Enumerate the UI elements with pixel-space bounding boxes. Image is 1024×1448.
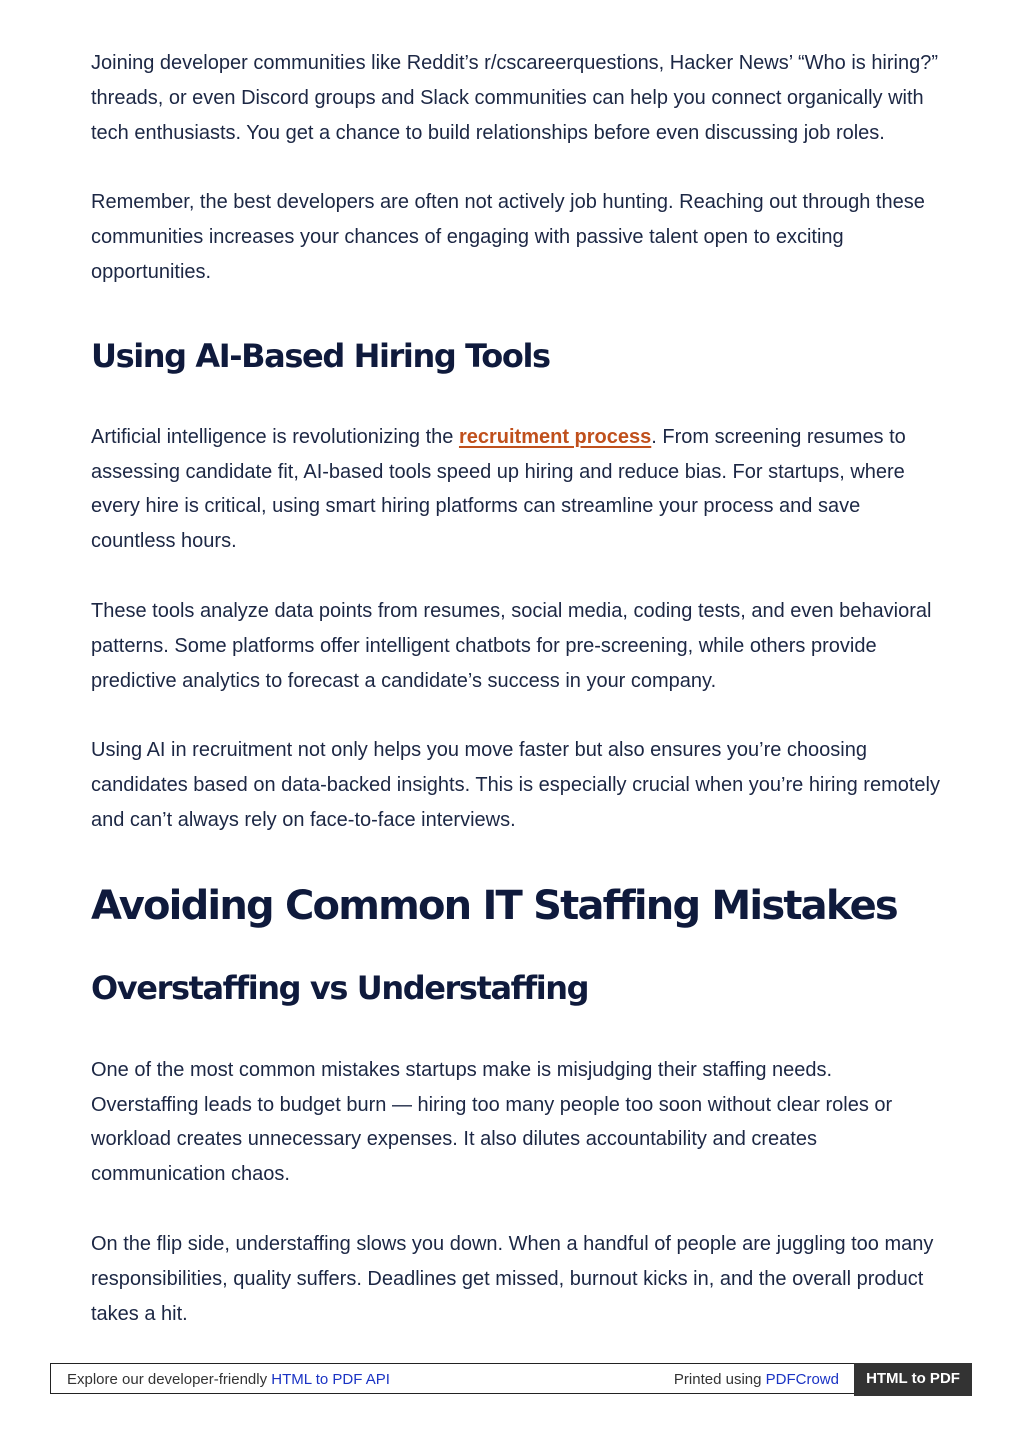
paragraph-ai-revolution-end: . From screening resumes to assessing candidate fit, AI-based tools speed up hiring and reduce bias. For startups, where every hire is critical, using smart hiring platforms can streamline your process and save countless hours.: [91, 425, 906, 553]
heading-overstaffing-understaffing: Overstaffing vs Understaffing: [91, 968, 589, 1007]
pdfcrowd-link[interactable]: PDFCrowd: [765, 1371, 839, 1388]
paragraph-overstaffing: One of the most common mistakes startups make is misjudging their staffing needs. Overstaffing leads to budget burn — hiring too many people too soon without clear roles or workload creates unnecessary expenses. It also dilutes accountability and creates communication chaos.: [91, 1058, 893, 1186]
paragraph-tools-analyze: These tools analyze data points from resumes, social media, coding tests, and even behavioral patterns. Some platforms offer intelligent chatbots for pre-screening, while others provide predictive analytics to forecast a candidate’s success in your company.: [91, 599, 932, 692]
heading-avoiding-mistakes: Avoiding Common IT Staffing Mistakes: [91, 882, 897, 929]
paragraph-ai-revolution-start: Artificial intelligence is revolutionizing the: [91, 425, 459, 448]
paragraph-ai-benefits: Using AI in recruitment not only helps you move faster but also ensures you’re choosing candidates based on data-backed insights. This is especially crucial when you’re hiring remotely and can’t always rely on face-to-face interviews.: [91, 739, 940, 831]
footer-printed-text: Printed using: [673, 1371, 766, 1388]
paragraph-developer-communities: Joining developer communities like Reddit’s r/cscareerquestions, Hacker News’ “Who is hiring?” threads, or even Discord groups and Slack communities can help you connect organically with tech enthusiasts. You get a chance to build relationships before even discussing job roles.: [91, 52, 939, 144]
article-body: [91, 46, 941, 1331]
footer-explore: [67, 1371, 390, 1388]
paragraph-passive-talent: Remember, the best developers are often not actively job hunting. Reaching out through these communities increases your chances of engaging with passive talent open to exciting opportunities.: [91, 191, 925, 283]
paragraph-ai-revolution: [91, 420, 941, 559]
pdfcrowd-footer: [50, 1363, 972, 1394]
footer-explore-text: Explore our developer-friendly: [67, 1371, 272, 1388]
paragraph-understaffing: On the flip side, understaffing slows you down. When a handful of people are juggling too many responsibilities, quality suffers. Deadlines get missed, burnout kicks in, and the overall product takes a hit.: [91, 1232, 934, 1325]
heading-ai-hiring-tools: Using AI-Based Hiring Tools: [91, 336, 550, 375]
recruitment-process-link[interactable]: recruitment process: [458, 425, 652, 448]
html-to-pdf-badge-button[interactable]: HTML to PDF: [854, 1363, 972, 1396]
footer-printed: [674, 1371, 839, 1388]
html-to-pdf-api-link[interactable]: HTML to PDF API: [271, 1371, 390, 1388]
